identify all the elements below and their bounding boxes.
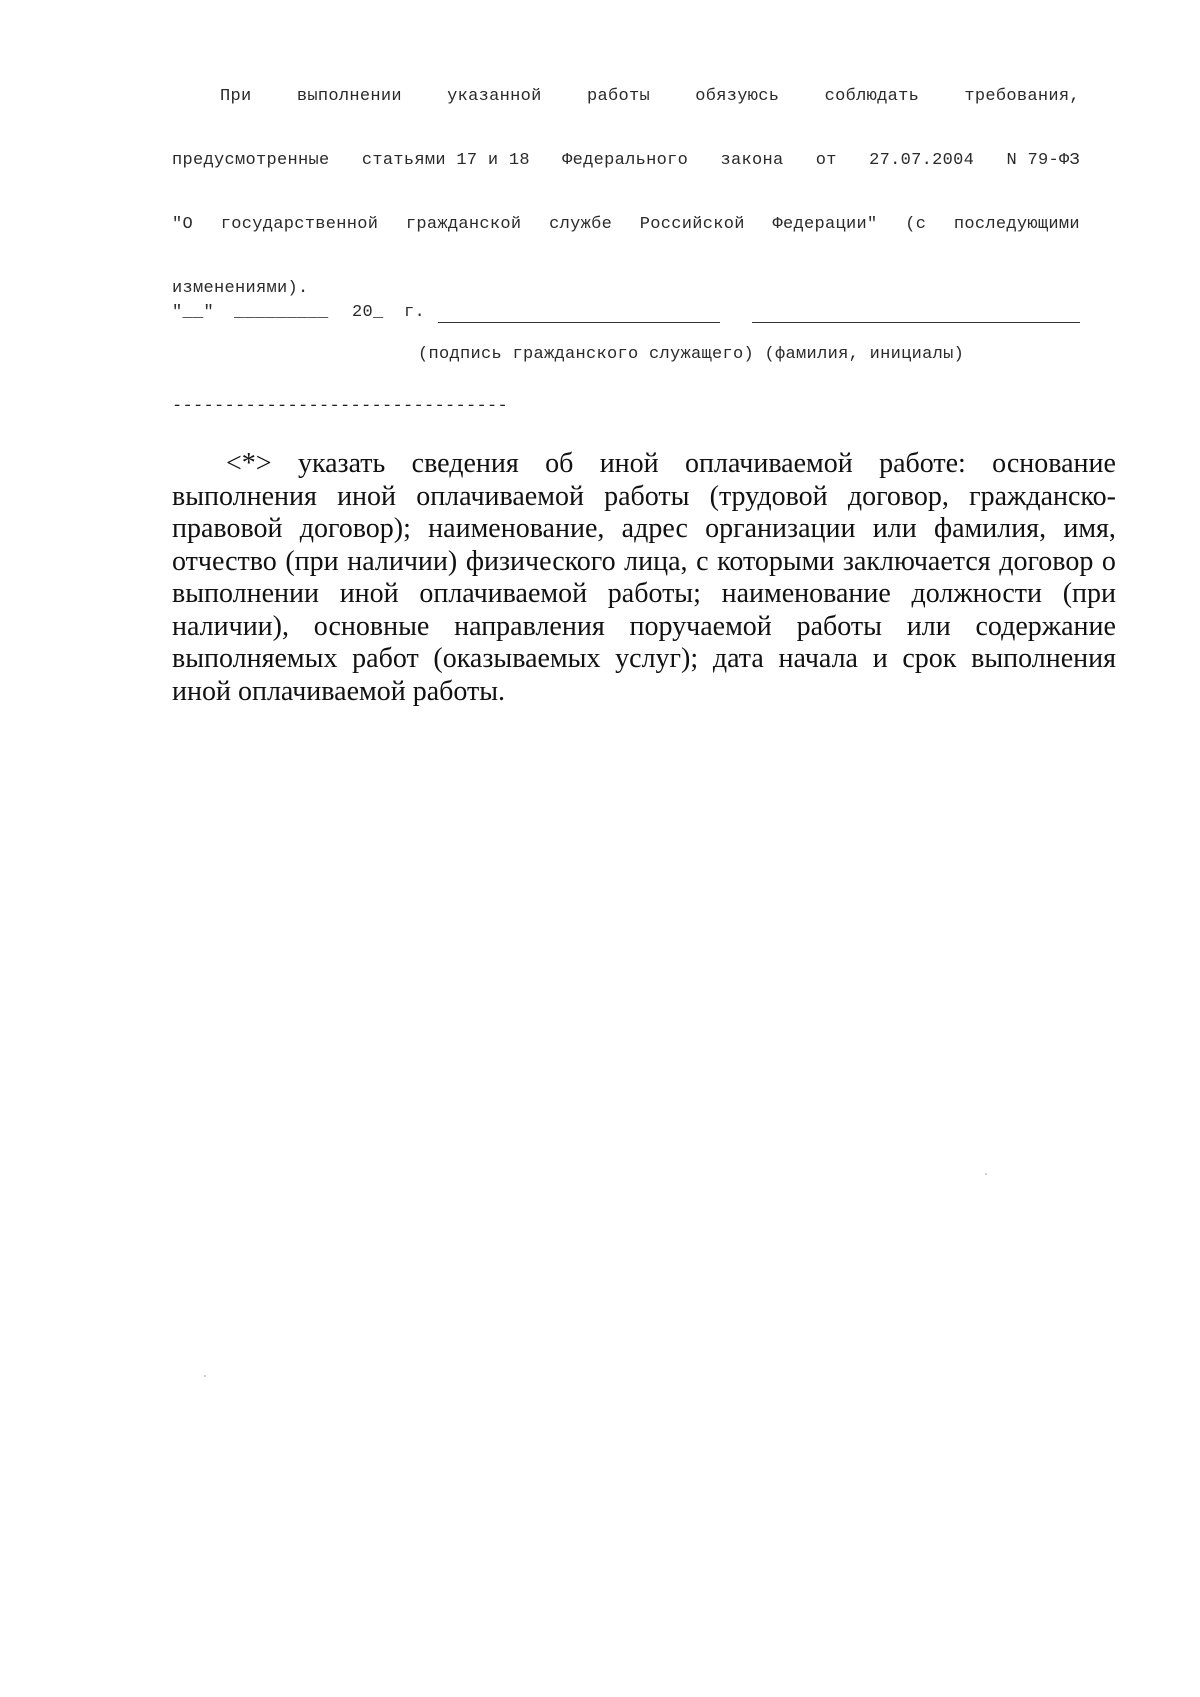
word: отчество (172, 545, 277, 577)
word: службе (549, 215, 613, 234)
obligation-line-2 (172, 144, 1080, 208)
scan-speck (204, 1375, 206, 1377)
scan-speck (985, 1173, 987, 1175)
word: оплачиваемой (416, 480, 584, 512)
word: лица, (624, 545, 688, 577)
word: N 79-ФЗ (1006, 151, 1080, 170)
word: Федерации" (772, 215, 878, 234)
word: сведения (411, 448, 519, 479)
word: должности (911, 578, 1043, 609)
word: или (872, 513, 917, 544)
word: услуг); (615, 643, 699, 674)
word: физического (465, 545, 616, 577)
word: об (545, 448, 574, 479)
word: заключается (842, 545, 991, 577)
word: наличии) (347, 545, 458, 577)
word: закона (720, 151, 784, 170)
word: работы (586, 87, 650, 106)
word: требования, (964, 87, 1080, 106)
word: указанной (447, 87, 542, 106)
word: статьями 17 и 18 (361, 151, 530, 170)
word: соблюдать (824, 87, 920, 106)
word: наименование (721, 578, 891, 609)
word: обязуюсь (695, 87, 780, 106)
footnote-line-3 (172, 513, 1116, 546)
word: иной (337, 480, 397, 512)
word: и (872, 643, 888, 674)
word: выполнении (296, 87, 402, 106)
word: выполняемых (172, 643, 338, 674)
word: с (696, 545, 709, 577)
word: гражданско- (969, 480, 1116, 512)
word: (оказываемых (433, 643, 601, 674)
word: выполнения (971, 643, 1116, 674)
word: дата (712, 643, 764, 674)
obligation-line-3 (172, 208, 1080, 272)
word: фамилия, (933, 513, 1047, 544)
word: <*> (226, 448, 272, 479)
signature-row (172, 296, 1080, 330)
month-field: _________ (234, 303, 329, 322)
word: работы (604, 480, 690, 512)
word: выполнения (172, 480, 317, 512)
word: (трудовой (709, 480, 828, 512)
word: иной (339, 578, 399, 609)
word: последующими (953, 215, 1080, 234)
footnote-line-4 (172, 546, 1116, 579)
word: от (815, 151, 837, 170)
word: начала (778, 643, 858, 674)
word: наличии), (172, 610, 289, 642)
word: (при (285, 545, 339, 577)
word: имя, (1063, 513, 1116, 544)
word: наименование, (428, 513, 605, 544)
word: Федерального (562, 151, 689, 170)
word: иной (599, 448, 659, 479)
word: выполнении (172, 578, 319, 609)
word: 27.07.2004 (869, 151, 975, 170)
footnote-paragraph (172, 448, 1116, 708)
word: о (1101, 545, 1116, 577)
word: работы; (607, 578, 701, 609)
word: или (906, 610, 951, 642)
word: договор); (299, 513, 411, 544)
word: оплачиваемой (684, 448, 853, 479)
word: содержание (975, 610, 1116, 642)
word: срок (902, 643, 957, 674)
word: договор, (847, 480, 949, 512)
word: (с (905, 215, 927, 234)
word: работ (352, 643, 419, 674)
day-field: "__" (172, 303, 215, 322)
name-line (752, 322, 1080, 323)
word: основание (992, 448, 1116, 479)
word: указать (297, 448, 386, 479)
footnote-separator: -------------------------------- (172, 397, 509, 416)
word: При (220, 87, 252, 106)
word: направления (454, 610, 605, 642)
word: правовой (172, 513, 283, 544)
word: работе: (879, 448, 966, 479)
word: основные (313, 610, 430, 642)
word: поручаемой (629, 610, 772, 642)
year-field: 20_ (352, 303, 384, 322)
word: адрес (621, 513, 688, 544)
footnote-line-5 (172, 578, 1116, 611)
footnote-line-7 (172, 643, 1116, 676)
obligation-line-4: изменениями). (172, 279, 309, 298)
word: предусмотренные (172, 151, 330, 170)
word: которыми (717, 545, 835, 577)
word: работы (796, 610, 882, 642)
word: оплачиваемой (419, 578, 588, 609)
word: гражданской (405, 215, 522, 234)
word: организации (705, 513, 856, 544)
signature-caption: (подпись гражданского служащего) (фамилия, инициалы) (418, 345, 965, 364)
footnote-line-6 (172, 611, 1116, 644)
footnote-line-1 (172, 448, 1116, 481)
word: (при (1062, 578, 1116, 609)
word: "О (172, 215, 194, 234)
word: государственной (220, 215, 379, 234)
footnote-line-2 (172, 481, 1116, 514)
footnote-line-8: иной оплачиваемой работы. (172, 675, 506, 707)
obligation-line-1 (172, 80, 1080, 144)
signature-line (438, 322, 720, 323)
word: договор (999, 545, 1094, 577)
year-suffix: г. (404, 303, 426, 322)
word: Российской (639, 215, 745, 234)
